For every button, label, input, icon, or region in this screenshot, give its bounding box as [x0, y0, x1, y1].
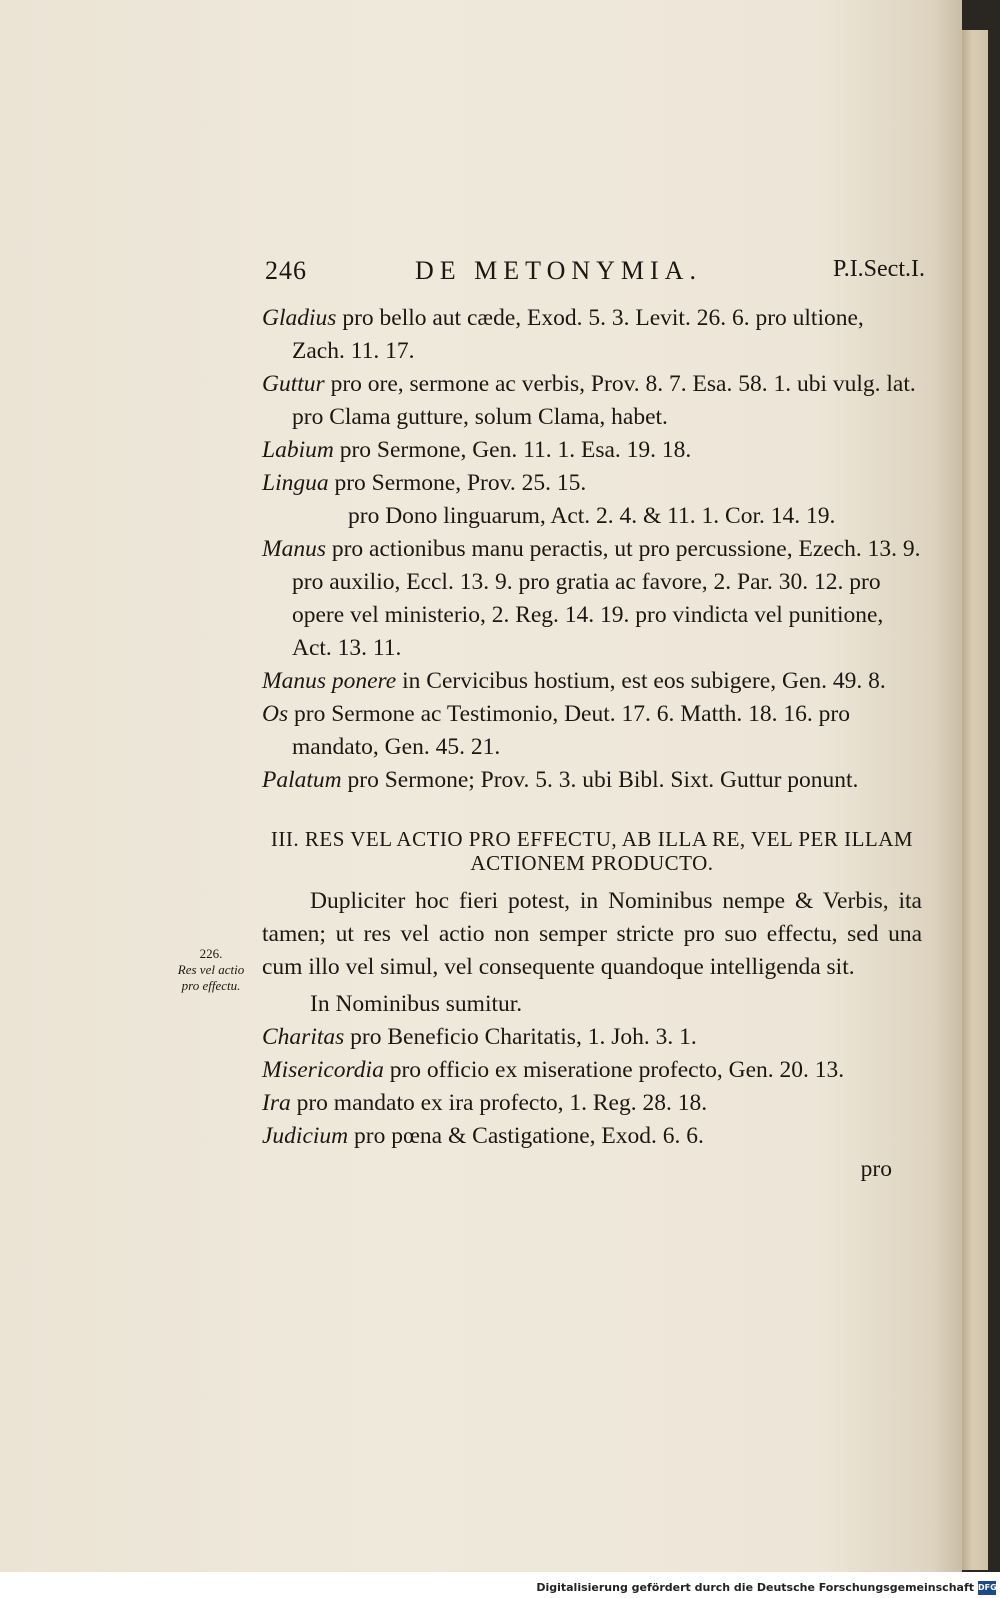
entry-head: Ira	[262, 1090, 291, 1116]
entry-text: pro bello aut cæde, Exod. 5. 3. Levit. 26. 6. pro ultione, Zach. 11. 17.	[292, 305, 864, 364]
catchword: pro	[860, 1156, 892, 1182]
entry-text: in Cervicibus hostium, est eos subigere, Gen. 49. 8.	[396, 668, 886, 694]
entry	[262, 434, 922, 467]
entry-head: Lingua	[262, 470, 329, 496]
dfg-logo-icon: DFG	[978, 1581, 996, 1595]
entry	[262, 533, 922, 665]
margin-note-text: Res vel actio pro effectu.	[177, 962, 245, 993]
entry-text: pro Sermone, Prov. 25. 15.	[328, 470, 587, 496]
page-number: 246	[265, 256, 307, 285]
entry-head: Charitas	[262, 1024, 345, 1050]
entry-text: pro Sermone, Gen. 11. 1. Esa. 19. 18.	[333, 437, 692, 463]
entry-head: Guttur	[262, 371, 325, 397]
page-edge	[962, 30, 988, 1570]
entry-text: pro pœna & Castigatione, Exod. 6. 6.	[348, 1123, 704, 1149]
running-head	[265, 256, 925, 288]
entry-text: pro Beneficio Charitatis, 1. Joh. 3. 1.	[344, 1024, 697, 1050]
entry-subline: pro Dono linguarum, Act. 2. 4. & 11. 1. Cor. 14. 19.	[348, 503, 836, 529]
margin-note	[168, 946, 254, 994]
entry	[262, 698, 922, 764]
entry-head: Gladius	[262, 305, 337, 331]
entry-head: Palatum	[262, 767, 342, 793]
entry	[262, 665, 922, 698]
running-title: DE METONYMIA.	[415, 256, 702, 285]
entry-text: pro actionibus manu peractis, ut pro percussione, Ezech. 13. 9. pro auxilio, Eccl. 13. 9. pro gratia ac favore, 2. Par. 30. 12. pro opere vel ministerio, 2. Reg. 14. 19. pro vindicta vel punitione, Act. 13. 11.	[292, 536, 921, 661]
entry	[262, 1021, 922, 1054]
margin-note-number: 226.	[199, 946, 223, 961]
entry-text: pro Sermone ac Testimonio, Deut. 17. 6. Matth. 18. 16. pro mandato, Gen. 45. 21.	[288, 701, 850, 760]
entry-head: Manus	[262, 536, 326, 562]
entry-head: Judicium	[262, 1123, 349, 1149]
entry	[262, 302, 922, 368]
entry-head: Misericordia	[262, 1057, 384, 1083]
entry	[262, 1054, 922, 1087]
entry	[262, 368, 922, 434]
entry-head: Manus ponere	[262, 668, 397, 694]
section-heading: III. RES VEL ACTIO PRO EFFECTU, AB ILLA RE, VEL PER ILLAM ACTIONEM PRODUCTO.	[270, 827, 914, 875]
entry	[262, 1120, 922, 1153]
entry-text: pro mandato ex ira profecto, 1. Reg. 28. 18.	[290, 1090, 708, 1116]
text-body	[262, 302, 922, 1186]
entry-text: pro ore, sermone ac verbis, Prov. 8. 7. Esa. 58. 1. ubi vulg. lat. pro Clama gutture, solum Clama, habet.	[292, 371, 916, 430]
entry-head: Os	[262, 701, 289, 727]
entry-text: pro officio ex miseratione profecto, Gen. 20. 13.	[383, 1057, 845, 1083]
entry	[262, 1087, 922, 1120]
paragraph-intro: In Nominibus sumitur.	[310, 991, 523, 1017]
entry-text: pro Sermone; Prov. 5. 3. ubi Bibl. Sixt. Guttur ponunt.	[341, 767, 859, 793]
entry	[262, 764, 922, 797]
paragraph: Dupliciter hoc fieri potest, in Nominibus nempe & Verbis, ita tamen; ut res vel actio non semper stricte pro suo effectu, sed una cum illo vel simul, vel consequente quandoque intelligenda sit.	[262, 888, 922, 980]
footer-bar	[0, 1572, 1000, 1598]
entry-head: Labium	[262, 437, 334, 463]
footer-credit: Digitalisierung gefördert durch die Deutsche Forschungsgemeinschaft	[536, 1581, 974, 1594]
entry-list-a	[262, 302, 922, 797]
section-marker: P.I.Sect.I.	[833, 256, 925, 282]
entry	[262, 467, 922, 533]
entry-list-b	[262, 1021, 922, 1153]
